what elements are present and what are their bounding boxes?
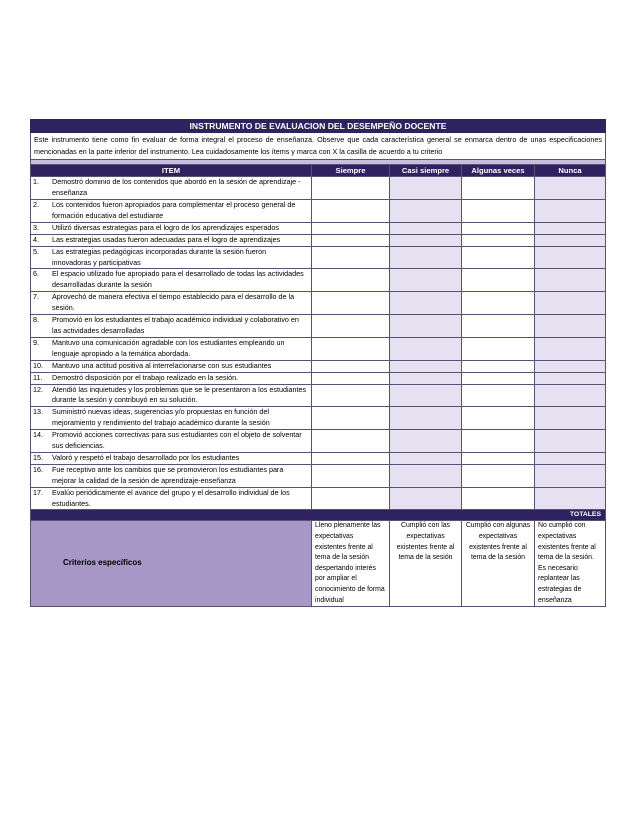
item-row (31, 452, 606, 464)
item-text: Mantuvo una comunicación agradable con los estudiantes empleando un lenguaje apropiado a la temática abordada. (52, 337, 285, 358)
item-row (31, 464, 606, 487)
answer-nunca-cell[interactable] (535, 407, 606, 430)
answer-algunas-veces-cell[interactable] (462, 200, 535, 223)
answer-algunas-veces-cell[interactable] (462, 315, 535, 338)
item-cell (31, 360, 312, 372)
item-row (31, 384, 606, 407)
item-number: 8. (33, 315, 39, 325)
answer-casi-siempre-cell[interactable] (390, 200, 462, 223)
item-number: 9. (33, 337, 39, 347)
totals-label: TOTALES (31, 510, 606, 521)
answer-casi-siempre-cell[interactable] (390, 177, 462, 200)
criteria-label: Criterios específicos (31, 521, 312, 607)
answer-casi-siempre-cell[interactable] (390, 292, 462, 315)
answer-algunas-veces-cell[interactable] (462, 222, 535, 234)
item-text: Demostró disposición por el trabajo realizado en la sesión. (52, 372, 239, 382)
item-text: Demostró dominio de los contenidos que abordó en la sesión de aprendizaje - enseñanza (52, 177, 301, 198)
item-cell (31, 372, 312, 384)
answer-siempre-cell[interactable] (312, 372, 390, 384)
answer-algunas-veces-cell[interactable] (462, 360, 535, 372)
item-number: 5. (33, 246, 39, 256)
item-number: 1. (33, 177, 39, 187)
criteria-siempre: Lleno plenamente las expectativas existentes frente al tema de la sesión despertando interés por ampliar el conocimiento de forma individual (312, 521, 390, 607)
item-number: 14. (33, 430, 43, 440)
item-text: Los contenidos fueron apropiados para complementar el proceso general de formación educativa del estudiante (52, 200, 296, 220)
item-row (31, 315, 606, 338)
answer-algunas-veces-cell[interactable] (462, 337, 535, 360)
item-row (31, 246, 606, 269)
answer-casi-siempre-cell[interactable] (390, 384, 462, 407)
item-text: Promovió en los estudiantes el trabajo académico individual y colaborativo en las actividades desarrolladas (52, 315, 299, 335)
item-cell (31, 222, 312, 234)
answer-siempre-cell[interactable] (312, 177, 390, 200)
item-cell (31, 292, 312, 315)
answer-nunca-cell[interactable] (535, 269, 606, 292)
item-text: Fue receptivo ante los cambios que se promovieron los estudiantes para mejorar la calidad de la sesión de aprendizaje-enseñanza (52, 464, 284, 485)
item-cell (31, 384, 312, 407)
answer-algunas-veces-cell[interactable] (462, 177, 535, 200)
answer-siempre-cell[interactable] (312, 487, 390, 510)
title-row (31, 120, 606, 133)
answer-casi-siempre-cell[interactable] (390, 337, 462, 360)
answer-algunas-veces-cell[interactable] (462, 384, 535, 407)
item-text: Las estrategias usadas fueron adecuadas para el logro de aprendizajes (52, 234, 281, 244)
item-number: 10. (33, 360, 43, 370)
item-text: Suministró nuevas ideas, sugerencias y/o propuestas en función del mejoramiento y rendimiento del trabajo académico durante la sesión (52, 407, 270, 428)
answer-siempre-cell[interactable] (312, 315, 390, 338)
answer-nunca-cell[interactable] (535, 234, 606, 246)
item-row (31, 337, 606, 360)
item-text: Atendió las inquietudes y los problemas que se le presentaron a los estudiantes durante la sesión y contribuyó en su solución. (52, 384, 307, 405)
answer-algunas-veces-cell[interactable] (462, 464, 535, 487)
item-row (31, 200, 606, 223)
header-nunca: Nunca (535, 165, 606, 177)
answer-siempre-cell[interactable] (312, 407, 390, 430)
totals-row (31, 510, 606, 521)
item-row (31, 269, 606, 292)
criteria-row (31, 521, 606, 607)
answer-casi-siempre-cell[interactable] (390, 222, 462, 234)
answer-nunca-cell[interactable] (535, 200, 606, 223)
header-casi-siempre: Casi siempre (390, 165, 462, 177)
answer-casi-siempre-cell[interactable] (390, 430, 462, 453)
item-cell (31, 269, 312, 292)
item-row (31, 372, 606, 384)
answer-casi-siempre-cell[interactable] (390, 246, 462, 269)
evaluation-document (30, 119, 605, 607)
item-number: 7. (33, 292, 39, 302)
answer-algunas-veces-cell[interactable] (462, 430, 535, 453)
answer-nunca-cell[interactable] (535, 315, 606, 338)
item-row (31, 177, 606, 200)
item-number: 15. (33, 452, 43, 462)
answer-siempre-cell[interactable] (312, 246, 390, 269)
criteria-casi-siempre: Cumplió con las expectativas existentes frente al tema de la sesión (390, 521, 462, 607)
item-cell (31, 177, 312, 200)
answer-casi-siempre-cell[interactable] (390, 269, 462, 292)
answer-siempre-cell[interactable] (312, 360, 390, 372)
item-text: Utilizó diversas estrategias para el logro de los aprendizajes esperados (52, 222, 279, 232)
item-cell (31, 487, 312, 510)
answer-siempre-cell[interactable] (312, 200, 390, 223)
answer-casi-siempre-cell[interactable] (390, 234, 462, 246)
item-number: 13. (33, 407, 43, 417)
answer-siempre-cell[interactable] (312, 384, 390, 407)
answer-algunas-veces-cell[interactable] (462, 372, 535, 384)
answer-nunca-cell[interactable] (535, 222, 606, 234)
intro-row (31, 133, 606, 160)
answer-nunca-cell[interactable] (535, 452, 606, 464)
item-number: 6. (33, 269, 39, 279)
answer-nunca-cell[interactable] (535, 430, 606, 453)
item-row (31, 487, 606, 510)
intro-text: Este instrumento tiene como fin evaluar de forma integral el proceso de enseñanza. Observe que cada característica general se enmarca dentro de unas especificaciones mencionadas en la parte inferior del instrumento. Lea cuidadosamente los ítems y marca con X la casilla de acuerdo a tu criterio (31, 133, 606, 160)
header-row (31, 165, 606, 177)
item-number: 12. (33, 384, 43, 394)
item-number: 11. (33, 372, 43, 382)
item-text: Aprovechó de manera efectiva el tiempo establecido para el desarrollo de la sesión. (52, 292, 295, 313)
answer-nunca-cell[interactable] (535, 464, 606, 487)
item-number: 3. (33, 222, 39, 232)
item-text: Mantuvo una actitud positiva al interrelacionarse con sus estudiantes (52, 360, 272, 370)
answer-siempre-cell[interactable] (312, 337, 390, 360)
answer-algunas-veces-cell[interactable] (462, 234, 535, 246)
item-cell (31, 200, 312, 223)
item-row (31, 360, 606, 372)
item-row (31, 222, 606, 234)
answer-algunas-veces-cell[interactable] (462, 487, 535, 510)
answer-nunca-cell[interactable] (535, 177, 606, 200)
answer-nunca-cell[interactable] (535, 360, 606, 372)
answer-casi-siempre-cell[interactable] (390, 360, 462, 372)
item-cell (31, 234, 312, 246)
item-row (31, 292, 606, 315)
answer-algunas-veces-cell[interactable] (462, 292, 535, 315)
answer-casi-siempre-cell[interactable] (390, 452, 462, 464)
answer-nunca-cell[interactable] (535, 246, 606, 269)
answer-algunas-veces-cell[interactable] (462, 452, 535, 464)
item-number: 17. (33, 487, 43, 497)
item-text: Las estrategias pedagógicas incorporadas durante la sesión fueron innovadoras y participativas (52, 246, 267, 267)
answer-siempre-cell[interactable] (312, 222, 390, 234)
answer-nunca-cell[interactable] (535, 292, 606, 315)
item-row (31, 234, 606, 246)
item-cell (31, 464, 312, 487)
answer-casi-siempre-cell[interactable] (390, 372, 462, 384)
answer-casi-siempre-cell[interactable] (390, 407, 462, 430)
criteria-algunas-veces: Cumplió con algunas expectativas existentes frente al tema de la sesión (462, 521, 535, 607)
answer-siempre-cell[interactable] (312, 430, 390, 453)
header-siempre: Siempre (312, 165, 390, 177)
item-number: 4. (33, 234, 39, 244)
item-row (31, 407, 606, 430)
item-cell (31, 337, 312, 360)
evaluation-table (30, 119, 606, 607)
answer-siempre-cell[interactable] (312, 234, 390, 246)
answer-casi-siempre-cell[interactable] (390, 464, 462, 487)
item-cell (31, 315, 312, 338)
answer-casi-siempre-cell[interactable] (390, 487, 462, 510)
answer-nunca-cell[interactable] (535, 384, 606, 407)
answer-nunca-cell[interactable] (535, 337, 606, 360)
answer-siempre-cell[interactable] (312, 464, 390, 487)
answer-nunca-cell[interactable] (535, 372, 606, 384)
answer-casi-siempre-cell[interactable] (390, 315, 462, 338)
answer-algunas-veces-cell[interactable] (462, 246, 535, 269)
header-item: ITEM (31, 165, 312, 177)
answer-siempre-cell[interactable] (312, 292, 390, 315)
item-text: Valoró y respetó el trabajo desarrollado por los estudiantes (52, 452, 240, 462)
header-algunas-veces: Algunas veces (462, 165, 535, 177)
answer-siempre-cell[interactable] (312, 452, 390, 464)
answer-siempre-cell[interactable] (312, 269, 390, 292)
item-cell (31, 246, 312, 269)
item-number: 2. (33, 200, 39, 209)
item-text: Promovió acciones correctivas para sus estudiantes con el objeto de solventar sus deficiencias. (52, 430, 302, 451)
document-title: INSTRUMENTO DE EVALUACION DEL DESEMPEÑO DOCENTE (31, 120, 606, 133)
item-number: 16. (33, 464, 43, 474)
answer-algunas-veces-cell[interactable] (462, 407, 535, 430)
answer-nunca-cell[interactable] (535, 487, 606, 510)
item-cell (31, 407, 312, 430)
criteria-nunca: No cumplió con expectativas existentes frente al tema de la sesión. Es necesario replantear las estrategias de enseñanza (535, 521, 606, 607)
item-text: El espacio utilizado fue apropiado para el desarrollado de todas las actividades desarrolladas durante la sesión (52, 269, 304, 290)
answer-algunas-veces-cell[interactable] (462, 269, 535, 292)
item-cell (31, 430, 312, 453)
item-cell (31, 452, 312, 464)
item-text: Evalúo periódicamente el avance del grupo y el desarrollo individual de los estudiantes. (52, 487, 290, 508)
item-row (31, 430, 606, 453)
